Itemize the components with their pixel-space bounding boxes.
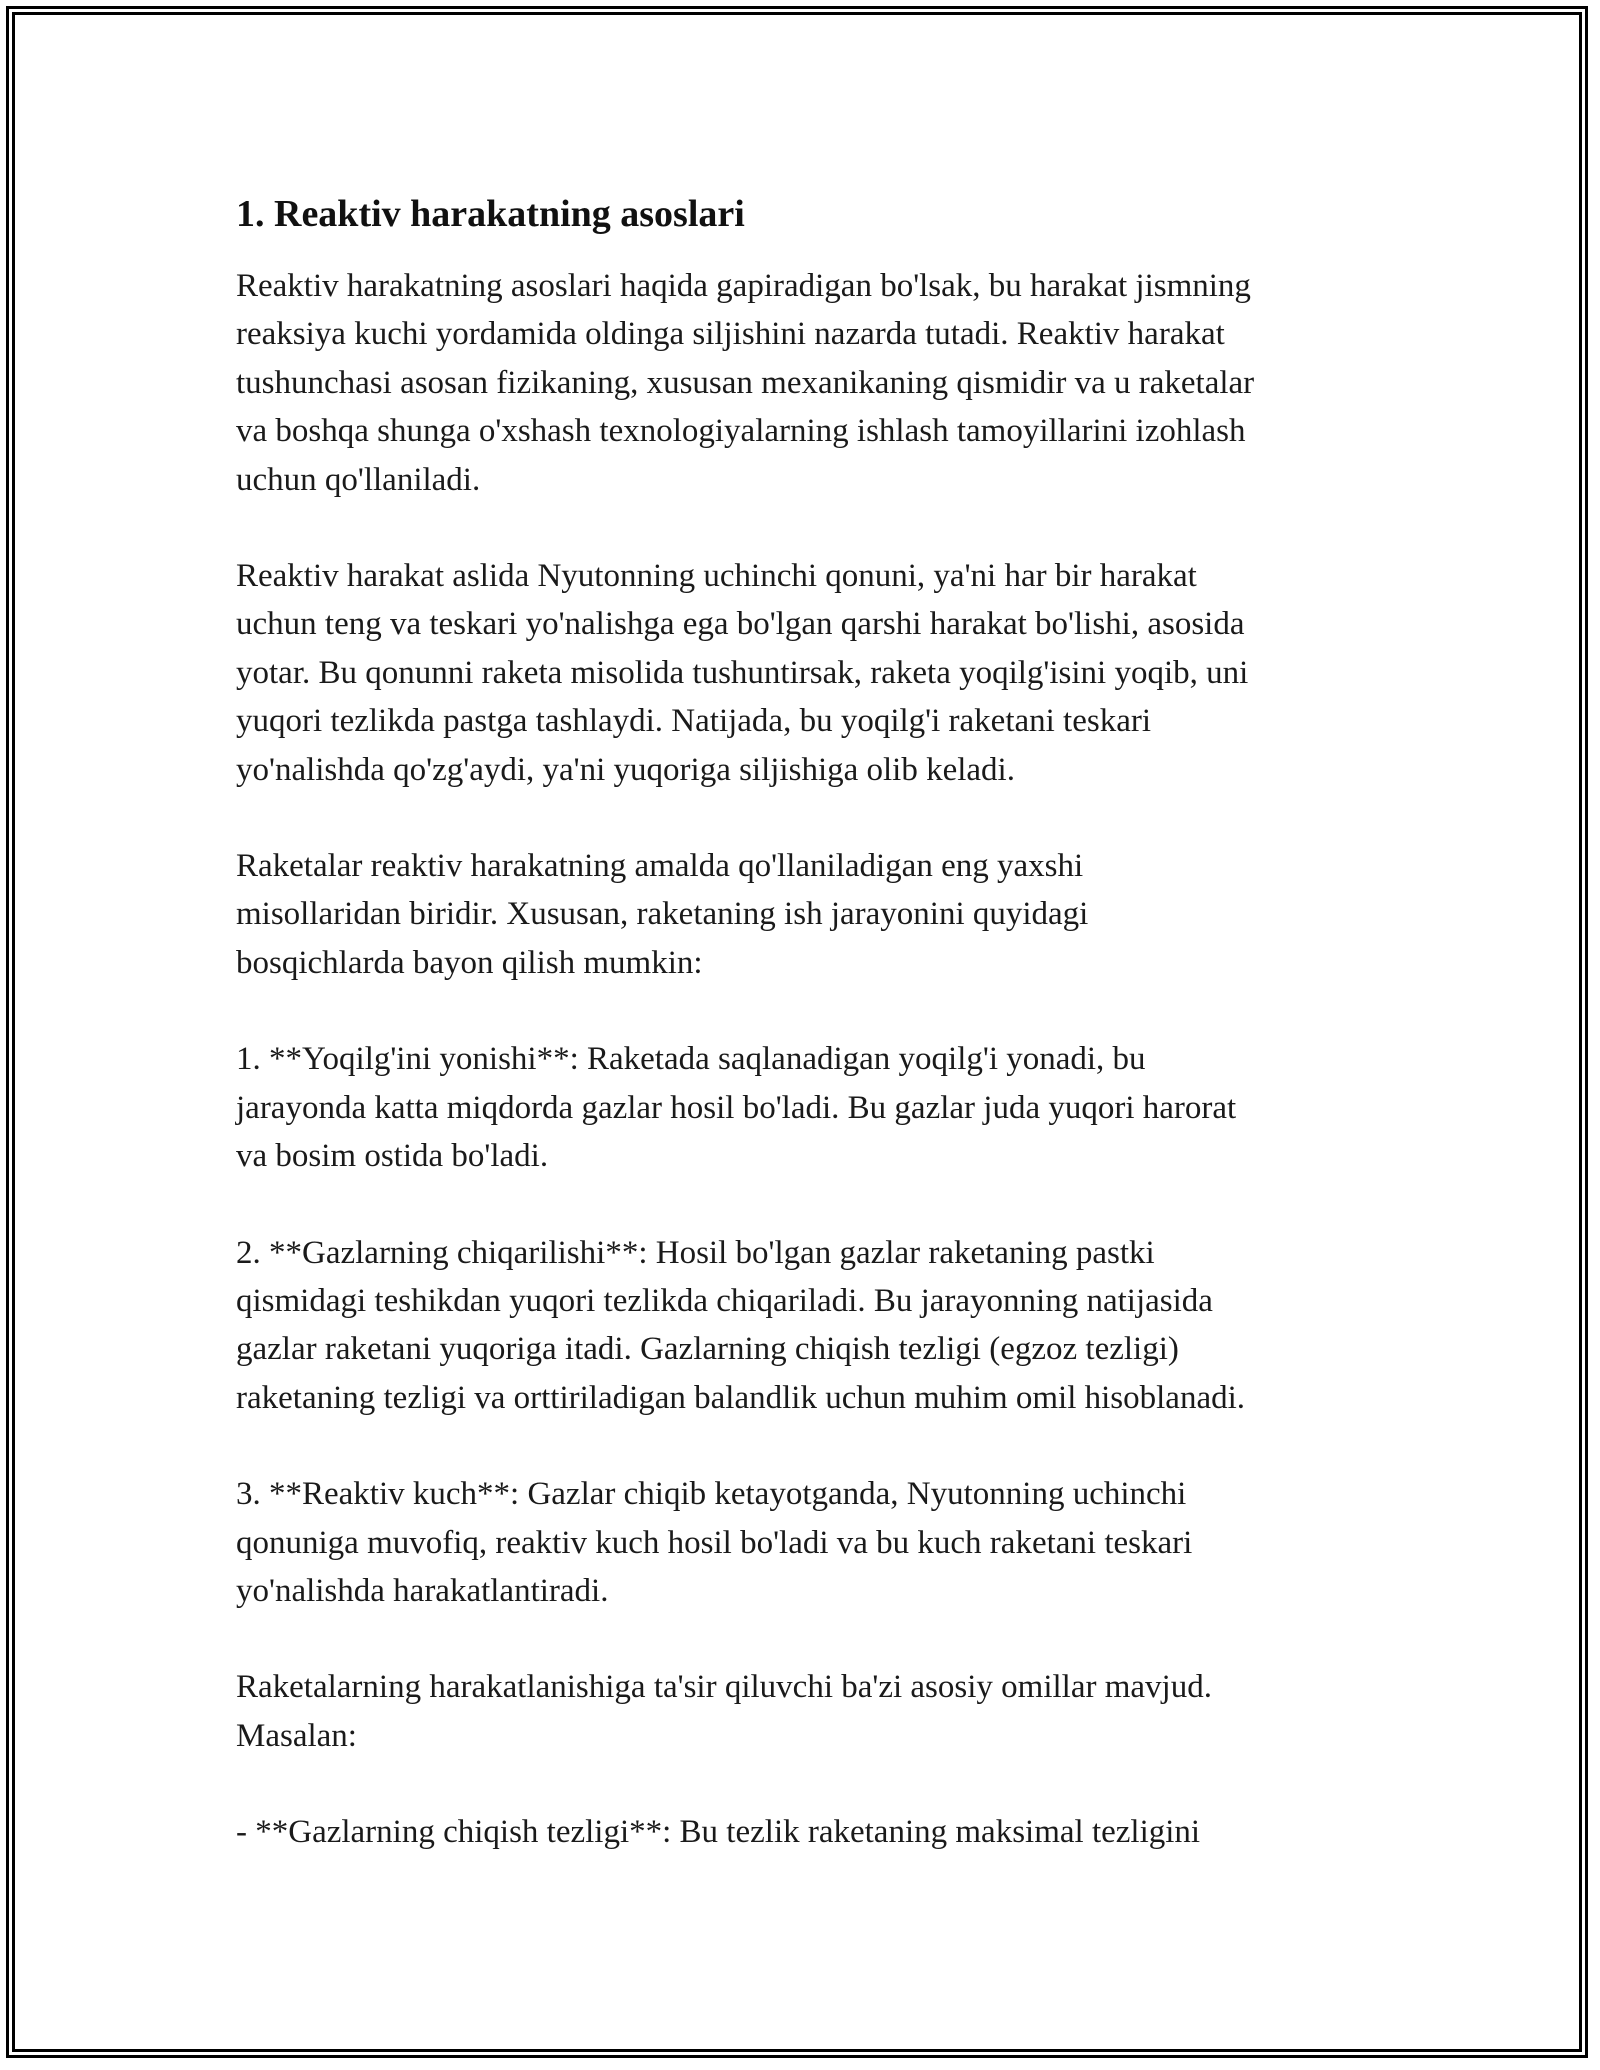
paragraph-newton-law: Reaktiv harakat aslida Nyutonning uchinchi qonuni, ya'ni har bir harakat uchun teng va teskari yo'nalishga ega bo'lgan qarshi harakat bo'lishi, asosida yotar. Bu qonunni raketa misolida tushuntirsak, raketa yoqilg'isini yoqib, uni yuqori tezlikda pastga tashlaydi. Natijada, bu yoqilg'i raketani teskari yo'nalishda qo'zg'aydi, ya'ni yuqoriga siljishiga olib keladi. — [236, 558, 1249, 788]
list-item-reactive-force: 3. **Reaktiv kuch**: Gazlar chiqib ketayotganda, Nyutonning uchinchi qonuniga muvofiq, reaktiv kuch hosil bo'ladi va bu kuch raketani teskari yo'nalishda harakatlantiradi. — [236, 1476, 1193, 1609]
paragraph-intro: Reaktiv harakatning asoslari haqida gapiradigan bo'lsak, bu harakat jismning reaksiya kuchi yordamida oldinga siljishini nazarda tutadi. Reaktiv harakat tushunchasi asosan fizikaning, xususan mexanikaning qismidir va u raketalar va boshqa shunga o'xshash texnologiyalarning ishlash tamoyillarini izohlash uchun qo'llaniladi. — [236, 268, 1255, 498]
bullet-item-exhaust-velocity: - **Gazlarning chiqish tezligi**: Bu tezlik raketaning maksimal tezligini — [236, 1814, 1201, 1851]
paragraph-factors: Raketalarning harakatlanishiga ta'sir qiluvchi ba'zi asosiy omillar mavjud. Masalan: — [236, 1669, 1212, 1754]
document-body — [236, 186, 1376, 1905]
list-item-fuel-combustion: 1. **Yoqilg'ini yonishi**: Raketada saqlanadigan yoqilg'i yonadi, bu jarayonda katta miqdorda gazlar hosil bo'ladi. Bu gazlar juda yuqori harorat va bosim ostida bo'ladi. — [236, 1041, 1237, 1175]
section-heading: 1. Reaktiv harakatning asoslari — [236, 193, 745, 235]
list-item-gas-exhaust: 2. **Gazlarning chiqarilishi**: Hosil bo'lgan gazlar raketaning pastki qismidagi teshikdan yuqori tezlikda chiqariladi. Bu jarayonning natijasida gazlar raketani yuqoriga itadi. Gazlarning chiqish tezligi (egzoz tezligi) raketaning tezligi va orttiriladigan balandlik uchun muhim omil hisoblanadi. — [236, 1234, 1246, 1416]
paragraph-rockets: Raketalar reaktiv harakatning amalda qo'llaniladigan eng yaxshi misollaridan biridir. Xususan, raketaning ish jarayonini quyidagi bosqichlarda bayon qilish mumkin: — [236, 848, 1089, 981]
